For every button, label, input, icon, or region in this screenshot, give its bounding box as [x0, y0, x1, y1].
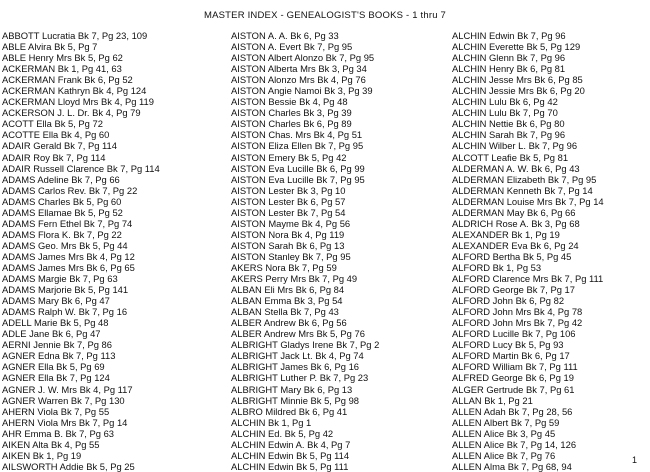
index-entry: ABLE Henry Mrs Bk 5, Pg 62 [2, 52, 123, 64]
index-entry: ALDERMAN May Bk 6, Pg 66 [452, 206, 576, 218]
index-entry: ALFORD Bertha Bk 5, Pg 45 [452, 250, 572, 262]
index-entry: ALCHIN Ed. Bk 5, Pg 42 [231, 427, 334, 439]
index-entry: ALLEN Alice Bk 3, Pg 45 [452, 427, 556, 439]
page-title: MASTER INDEX - GENEALOGIST'S BOOKS - 1 thru 7 [203, 10, 447, 21]
index-entry: ALBRO Mildred Bk 6, Pg 41 [231, 405, 348, 417]
index-entry: AGNER Ella Bk 5, Pg 69 [2, 361, 105, 373]
index-entry: ALFORD John Mrs Bk 7, Pg 42 [452, 317, 583, 329]
index-entry: ADAMS Marjorie Bk 5, Pg 141 [2, 284, 129, 296]
index-entry: ALCHIN Edwin Bk 5, Pg 114 [231, 449, 350, 461]
index-entry: AGNER Ella Bk 7, Pg 124 [2, 372, 110, 384]
index-entry: ALFORD John Bk 6, Pg 82 [452, 295, 565, 307]
index-entry: AGNER Edna Bk 7, Pg 113 [2, 350, 116, 362]
index-entry: AISTON Eva Lucille Bk 6, Pg 99 [231, 162, 365, 174]
index-entry: ADLE Jane Bk 6, Pg 47 [2, 328, 101, 340]
index-entry: ALBAN Eli Mrs Bk 6, Pg 84 [231, 284, 345, 296]
index-entry: ADAMS Flora K. Bk 7, Pg 22 [2, 228, 122, 240]
index-entry: ALDERMAN Louise Mrs Bk 7, Pg 14 [452, 195, 604, 207]
index-entry: ACOTT Ella Bk 5, Pg 72 [2, 118, 103, 130]
index-entry: AISTON Chas. Mrs Bk 4, Pg 51 [231, 129, 363, 141]
index-entry: AISTON Charles Bk 6, Pg 89 [231, 118, 352, 130]
index-entry: AISTON Stanley Bk 7, Pg 95 [231, 250, 351, 262]
index-entry: AHERN Viola Bk 7, Pg 55 [2, 405, 110, 417]
index-entry: ALLEN Alice Bk 7, Pg 76 [452, 449, 556, 461]
index-entry: ALBRIGHT Minnie Bk 5, Pg 98 [231, 394, 360, 406]
index-entry: AERNI Jennie Bk 7, Pg 86 [2, 339, 112, 351]
index-entry: ADAMS Margie Bk 7, Pg 63 [2, 273, 118, 285]
index-entry: ALFRED George Bk 6, Pg 19 [452, 372, 574, 384]
index-entry: ALFORD Lucy Bk 5, Pg 93 [452, 339, 564, 351]
index-entry: ALGER Gertrude Bk 7, Pg 61 [452, 383, 575, 395]
index-entry: ADAMS James Mrs Bk 6, Pg 65 [2, 261, 135, 273]
index-entry: ALDERMAN A. W. Bk 6, Pg 43 [452, 162, 580, 174]
index-entry: ABLE Alvira Bk 5, Pg 7 [2, 41, 98, 53]
index-entry: ALBRIGHT Mary Bk 6, Pg 13 [231, 383, 353, 395]
index-entry: ADAMS Mary Bk 6, Pg 47 [2, 295, 110, 307]
index-entry: ADAIR Roy Bk 7, Pg 114 [2, 151, 106, 163]
index-entry: AKERS Nora Bk 7, Pg 59 [231, 261, 337, 273]
index-entry: ADAMS James Mrs Bk 4, Pg 12 [2, 250, 135, 262]
index-entry: ADAMS Geo. Mrs Bk 5, Pg 44 [2, 239, 128, 251]
index-entry: AISTON Lester Bk 7, Pg 54 [231, 206, 346, 218]
index-entry: ALCHIN Wilber L. Bk 7, Pg 96 [452, 140, 578, 152]
index-entry: ALCHIN Sarah Bk 7, Pg 96 [452, 129, 566, 141]
index-entry: ALCHIN Bk 1, Pg 1 [231, 416, 312, 428]
index-entry: ALFORD Lucille Bk 7, Pg 106 [452, 328, 576, 340]
index-entry: AISTON Mayme Bk 4, Pg 56 [231, 217, 351, 229]
index-entry: ALEXANDER Eva Bk 6, Pg 24 [452, 239, 579, 251]
index-entry: AHR Emma B. Bk 7, Pg 63 [2, 427, 115, 439]
index-entry: ALCHIN Glenn Bk 7, Pg 96 [452, 52, 566, 64]
index-entry: ALBRIGHT Gladys Irene Bk 7, Pg 2 [231, 339, 380, 351]
index-entry: AISTON Lester Bk 6, Pg 57 [231, 195, 346, 207]
index-entry: ALCHIN Everette Bk 5, Pg 129 [452, 41, 581, 53]
index-entry: AISTON A. A. Bk 6, Pg 33 [231, 30, 339, 41]
index-entry: AISTON Alberta Mrs Bk 3, Pg 34 [231, 63, 367, 75]
index-entry: ABBOTT Lucratia Bk 7, Pg 23, 109 [2, 30, 148, 41]
index-entry: AIKEN Alta Bk 4, Pg 55 [2, 438, 100, 450]
index-entry: ALCHIN Henry Bk 6, Pg 81 [452, 63, 566, 75]
index-entry: AISTON Bessie Bk 4, Pg 48 [231, 96, 348, 108]
index-entry: ALCHIN Jessie Mrs Bk 6, Pg 20 [452, 85, 585, 97]
index-entry: ALBRIGHT James Bk 6, Pg 16 [231, 361, 360, 373]
index-entry: ADELL Marie Bk 5, Pg 48 [2, 317, 109, 329]
index-entry: AGNER J. W. Mrs Bk 4, Pg 117 [2, 383, 133, 395]
index-entry: ALBER Andrew Mrs Bk 5, Pg 76 [231, 328, 365, 340]
index-entry: ACKERMAN Frank Bk 6, Pg 52 [2, 74, 133, 86]
index-entry: ALFORD Martin Bk 6, Pg 17 [452, 350, 570, 362]
index-entry: ALFORD John Mrs Bk 4, Pg 78 [452, 306, 583, 318]
index-entry: ALBAN Stella Bk 7, Pg 43 [231, 306, 339, 318]
index-entry: ALBRIGHT Luther P. Bk 7, Pg 23 [231, 372, 369, 384]
index-entry: AHERN Viola Mrs Bk 7, Pg 14 [2, 416, 128, 428]
index-entry: ALEXANDER Bk 1, Pg 19 [452, 228, 560, 240]
index-entry: AISTON Nora Bk 4, Pg 119 [231, 228, 345, 240]
index-entry: ADAMS Fern Ethel Bk 7, Pg 74 [2, 217, 133, 229]
index-entry: ALDERMAN Kenneth Bk 7, Pg 14 [452, 184, 593, 196]
index-entry: ACOTTE Ella Bk 4, Pg 60 [2, 129, 110, 141]
index-entry: ALDERMAN Elizabeth Bk 7, Pg 95 [452, 173, 597, 185]
index-entry: ALCHIN Edwin A. Bk 4, Pg 7 [231, 438, 351, 450]
index-entry: ALLEN Adah Bk 7, Pg 28, 56 [452, 405, 573, 417]
index-entry: ADAMS Adeline Bk 7, Pg 66 [2, 173, 120, 185]
index-entry: ALFORD Bk 1, Pg 53 [452, 261, 542, 273]
index-entry: ALCHIN Edwin Bk 5, Pg 111 [231, 460, 349, 472]
index-entry: ACKERMAN Bk 1, Pg 41, 63 [2, 63, 122, 75]
index-entry: ALFORD George Bk 7, Pg 17 [452, 284, 575, 296]
index-entry: ALLAN Bk 1, Pg 21 [452, 394, 533, 406]
index-entry: ACKERMAN Lloyd Mrs Bk 4, Pg 119 [2, 96, 154, 108]
index-entry: ALBRIGHT Jack Lt. Bk 4, Pg 74 [231, 350, 364, 362]
index-entry: ADAMS Ellamae Bk 5, Pg 52 [2, 206, 123, 218]
index-entry: ALDRICH Rose A. Bk 3, Pg 68 [452, 217, 580, 229]
index-entry: ALBER Andrew Bk 6, Pg 56 [231, 317, 347, 329]
index-entry: AKERS Perry Mrs Bk 7, Pg 49 [231, 273, 358, 285]
index-entry: ADAMS Ralph W. Bk 7, Pg 16 [2, 306, 128, 318]
index-entry: ADAIR Russell Clarence Bk 7, Pg 114 [2, 162, 160, 174]
index-entry: ALLEN Alma Bk 7, Pg 68, 94 [452, 460, 572, 472]
index-entry: ALCHIN Lulu Bk 7, Pg 70 [452, 107, 558, 119]
index-entry: AISTON A. Evert Bk 7, Pg 95 [231, 41, 353, 53]
index-entry: ALCHIN Jesse Mrs Bk 6, Pg 85 [452, 74, 583, 86]
index-entry: AISTON Albert Alonzo Bk 7, Pg 95 [231, 52, 375, 64]
index-entry: ALBAN Emma Bk 3, Pg 54 [231, 295, 343, 307]
index-entry: AISTON Eliza Ellen Bk 7, Pg 95 [231, 140, 364, 152]
index-column-1 [2, 30, 217, 472]
index-column-3 [452, 30, 650, 472]
index-entry: ALCHIN Edwin Bk 7, Pg 96 [452, 30, 566, 41]
index-entry: AISTON Emery Bk 5, Pg 42 [231, 151, 347, 163]
index-entry: ALFORD Clarence Mrs Bk 7, Pg 111 [452, 273, 604, 285]
index-entry: ADAIR Gerald Bk 7, Pg 114 [2, 140, 117, 152]
index-entry: ALLEN Alice Bk 7, Pg 14, 126 [452, 438, 577, 450]
index-entry: AGNER Warren Bk 7, Pg 130 [2, 394, 125, 406]
index-entry: ACKERSON J. L. Dr. Bk 4, Pg 79 [2, 107, 141, 119]
index-entry: ALCHIN Lulu Bk 6, Pg 42 [452, 96, 558, 108]
index-entry: AISTON Alonzo Mrs Bk 4, Pg 76 [231, 74, 366, 86]
index-entry: ACKERMAN Kathryn Bk 4, Pg 124 [2, 85, 147, 97]
page-number: 1 [631, 455, 637, 465]
index-entry: ALLEN Albert Bk 7, Pg 59 [452, 416, 560, 428]
index-entry: ALCHIN Nettie Bk 6, Pg 80 [452, 118, 565, 130]
index-column-2 [231, 30, 446, 472]
index-entry: AISTON Angie Namoi Bk 3, Pg 39 [231, 85, 373, 97]
index-entry: AISTON Charles Bk 3, Pg 39 [231, 107, 352, 119]
index-entry: ALFORD William Bk 7, Pg 111 [452, 361, 578, 373]
index-entry: ADAMS Carlos Rev. Bk 7, Pg 22 [2, 184, 138, 196]
index-entry: AIKEN Bk 1, Pg 19 [2, 449, 82, 461]
index-entry: AISTON Eva Lucille Bk 7, Pg 95 [231, 173, 365, 185]
index-entry: AISTON Sarah Bk 6, Pg 13 [231, 239, 345, 251]
index-entry: AILSWORTH Addie Bk 5, Pg 25 [2, 460, 135, 472]
index-entry: ALCOTT Leafie Bk 5, Pg 81 [452, 151, 569, 163]
index-entry: AISTON Lester Bk 3, Pg 10 [231, 184, 346, 196]
index-entry: ADAMS Charles Bk 5, Pg 60 [2, 195, 122, 207]
